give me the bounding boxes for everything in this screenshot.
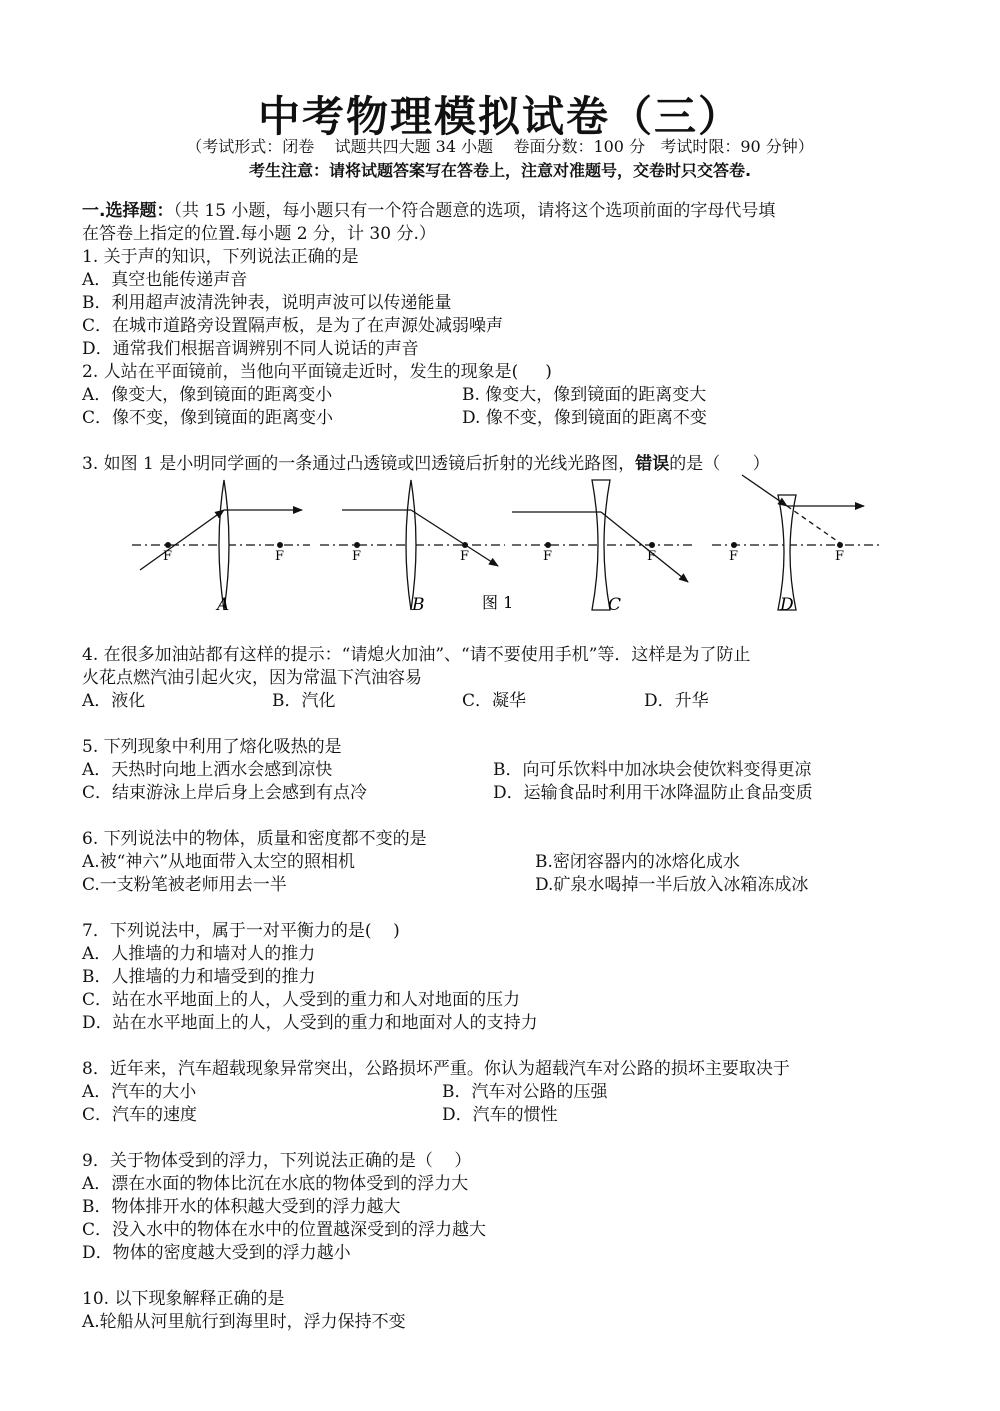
diagram-label-a: A — [217, 595, 230, 615]
question-8-option-d: D．汽车的惯性 — [442, 1105, 558, 1125]
question-4-option-d: D．升华 — [644, 691, 709, 711]
question-1-option-b: B．利用超声波清洗钟表，说明声波可以传递能量 — [82, 293, 452, 313]
figure-caption: 图 1 — [482, 593, 514, 612]
question-9-option-d: D．物体的密度越大受到的浮力越小 — [82, 1243, 351, 1263]
question-4-stem-line-2: 火花点燃汽油引起火灾，因为常温下汽油容易 — [82, 668, 422, 688]
question-2-option-a: A．像变大，像到镜面的距离变小 — [82, 385, 333, 405]
question-6-stem: 6. 下列说法中的物体，质量和密度都不变的是 — [82, 829, 427, 849]
question-7-option-b: B．人推墙的力和墙受到的推力 — [82, 967, 316, 987]
focus-point-d-left — [731, 542, 737, 548]
question-7-option-a: A．人推墙的力和墙对人的推力 — [82, 944, 316, 964]
question-3-stem-bold: 错误 — [635, 454, 670, 474]
focus-label-a-left: F — [163, 549, 173, 564]
question-8-option-b: B．汽车对公路的压强 — [442, 1082, 608, 1102]
question-8-stem: 8．近年来，汽车超载现象异常突出，公路损坏严重。你认为超载汽车对公路的损坏主要取决于 — [82, 1059, 790, 1079]
question-1-option-d: D．通常我们根据音调辨别不同人说话的声音 — [82, 339, 419, 359]
focus-point-c-left — [545, 542, 551, 548]
question-2-option-c: C．像不变，像到镜面的距离变小 — [82, 408, 334, 428]
question-4-option-a: A．液化 — [82, 691, 146, 711]
focus-label-c-left: F — [543, 549, 553, 564]
diagram-a — [132, 480, 310, 615]
question-4-stem-line-1: 4. 在很多加油站都有这样的提示：“请熄火加油”、“请不要使用手机”等．这样是为了防止 — [82, 645, 751, 665]
section-1-intro — [82, 200, 775, 222]
question-2-option-b: B. 像变大，像到镜面的距离变大 — [462, 385, 707, 405]
question-3-stem-post: 的是（ ） — [669, 454, 770, 474]
question-7-option-d: D．站在水平地面上的人，人受到的重力和地面对人的支持力 — [82, 1013, 538, 1033]
refracted-ray-c — [601, 512, 688, 582]
question-1-option-c: C．在城市道路旁设置隔声板，是为了在声源处减弱噪声 — [82, 316, 504, 336]
focus-label-c-right: F — [647, 549, 657, 564]
question-10-option-a: A.轮船从河里航行到海里时，浮力保持不变 — [82, 1312, 406, 1332]
focus-label-b-left: F — [352, 549, 362, 564]
page-title: 中考物理模拟试卷（三） — [257, 92, 742, 141]
focus-label-a-right: F — [275, 549, 285, 564]
question-6-option-b: B.密闭容器内的冰熔化成水 — [535, 852, 740, 872]
exam-notice: 考生注意：请将试题答案写在答卷上，注意对准题号，交卷时只交答卷. — [248, 161, 752, 180]
question-5-option-a: A．天热时向地上洒水会感到凉快 — [82, 760, 333, 780]
question-7-option-c: C．站在水平地面上的人，人受到的重力和人对地面的压力 — [82, 990, 521, 1010]
extension-ray-d — [787, 506, 840, 543]
question-5-option-d: D．运输食品时利用干冰降温防止食品变质 — [493, 783, 813, 803]
refracted-ray-b — [411, 510, 498, 566]
convex-lens-b — [406, 480, 416, 610]
focus-label-b-right: F — [460, 549, 470, 564]
question-5-stem: 5. 下列现象中利用了熔化吸热的是 — [82, 737, 342, 757]
question-9-option-a: A．漂在水面的物体比沉在水底的物体受到的浮力大 — [82, 1174, 469, 1194]
question-3-stem-pre: 3. 如图 1 是小明同学画的一条通过凸透镜或凹透镜后折射的光线光路图， — [82, 454, 636, 474]
question-8-option-a: A．汽车的大小 — [82, 1082, 197, 1102]
focus-point-c-right — [649, 542, 655, 548]
question-6-option-d: D.矿泉水喝掉一半后放入冰箱冻成冰 — [535, 875, 809, 895]
question-9-option-c: C．没入水中的物体在水中的位置越深受到的浮力越大 — [82, 1220, 487, 1240]
diagram-b — [320, 480, 505, 615]
question-5-option-c: C．结束游泳上岸后身上会感到有点冷 — [82, 783, 368, 803]
focus-label-d-right: F — [835, 549, 845, 564]
question-1-option-a: A．真空也能传递声音 — [82, 270, 248, 290]
focus-point-b-left — [354, 542, 360, 548]
focus-label-d-left: F — [729, 549, 739, 564]
concave-lens-d — [778, 495, 796, 610]
question-4-option-c: C．凝华 — [462, 691, 527, 711]
diagram-label-b: B — [412, 595, 425, 615]
convex-lens-a — [219, 480, 229, 610]
question-6-option-c: C.一支粉笔被老师用去一半 — [82, 875, 287, 895]
question-9-option-b: B．物体排开水的体积越大受到的浮力越大 — [82, 1197, 401, 1217]
question-4-option-b: B．汽化 — [272, 691, 336, 711]
question-8-option-c: C．汽车的速度 — [82, 1105, 198, 1125]
question-5-option-b: B．向可乐饮料中加冰块会使饮料变得更凉 — [493, 760, 812, 780]
question-9-stem: 9．关于物体受到的浮力，下列说法正确的是（ ） — [82, 1151, 472, 1171]
section-1-heading: 一.选择题： — [82, 201, 174, 221]
exam-info: （考试形式：闭卷 试题共四大题 34 小题 卷面分数：100 分 考试时限：90 分钟） — [186, 137, 814, 156]
question-7-stem: 7．下列说法中，属于一对平衡力的是( ) — [82, 921, 400, 941]
focus-point-a-left — [165, 542, 171, 548]
question-6-option-a: A.被“神六”从地面带入太空的照相机 — [82, 852, 356, 872]
figure-1-lens-diagrams — [120, 470, 900, 620]
diagram-c — [512, 480, 692, 615]
diagram-label-c: C — [608, 595, 622, 615]
section-1-desc-line-2: 在答卷上指定的位置.每小题 2 分，计 30 分.） — [82, 224, 436, 244]
incident-ray-d — [742, 475, 787, 506]
section-1-desc-line-1: （共 15 小题，每小题只有一个符合题意的选项，请将这个选项前面的字母代号填 — [173, 201, 776, 221]
focus-point-a-right — [277, 542, 283, 548]
question-1-stem: 1. 关于声的知识，下列说法正确的是 — [82, 247, 359, 267]
question-2-stem: 2. 人站在平面镜前，当他向平面镜走近时，发生的现象是( ) — [82, 362, 552, 382]
incident-ray-a — [140, 510, 224, 570]
diagram-label-d: D — [780, 595, 794, 615]
question-10-stem: 10. 以下现象解释正确的是 — [82, 1289, 285, 1309]
question-2-option-d: D. 像不变，像到镜面的距离不变 — [462, 408, 707, 428]
diagram-d — [712, 475, 880, 615]
